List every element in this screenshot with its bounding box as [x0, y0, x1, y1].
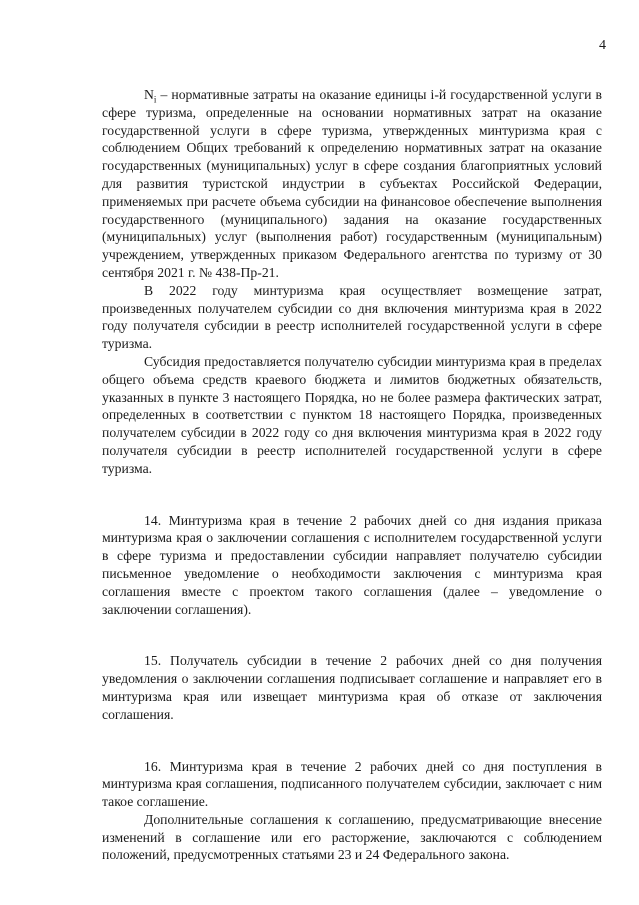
paragraph-ni-definition — [102, 86, 602, 282]
variable-n: N — [144, 87, 154, 102]
paragraph-text: – нормативные затраты на оказание единицы i-й государственной услуги в сфере туризма, определенные на основании нормативных затрат на оказание государственной услуги в сфере туризма, утвержденных минтуризма края с соблюдением Общих требований к определению нормативных затрат на оказание государственных (муниципальных) услуг в сфере создания благоприятных условий для развития туристской индустрии в субъектах Российской Федерации, применяемых при расчете объема субсидии на финансовое обеспечение выполнения государственного (муниципального) задания на оказание государственных (муниципальных) услуг (выполнения работ) государственным (муниципальным) учреждением, утвержденных приказом Федерального агентства по туризму от 30 сентября 2021 г. № 438-Пр-21. — [102, 87, 602, 280]
page-number: 4 — [599, 38, 606, 53]
paragraph-16: 16. Минтуризма края в течение 2 рабочих дней со дня поступления в минтуризма края соглашения, подписанного получателем субсидии, заключает с ним такое соглашение. — [102, 758, 602, 810]
paragraph-subsidy-limits: Субсидия предоставляется получателю субсидии минтуризма края в пределах общего объема средств краевого бюджета и лимитов бюджетных обязательств, указанных в пункте 3 настоящего Порядка, но не более размера фактических затрат, определенных в соответствии с пунктом 18 настоящего Порядка, произведенных получателем субсидии в 2022 году со дня включения минтуризма края в 2022 году получателя субсидии в реестр исполнителей государственной услуги в сфере туризма. — [102, 353, 602, 476]
paragraph-15: 15. Получатель субсидии в течение 2 рабочих дней со дня получения уведомления о заключении соглашения подписывает соглашение и направляет его в минтуризма края или извещает минтуризма края об отказе от заключения соглашения. — [102, 653, 602, 722]
paragraph-additional-agreements: Дополнительные соглашения к соглашению, предусматривающие внесение изменений в соглашение или его расторжение, заключаются с соблюдением положений, предусмотренных статьями 23 и 24 Федерального закона. — [102, 811, 602, 863]
paragraph-14: 14. Минтуризма края в течение 2 рабочих дней со дня издания приказа минтуризма края о заключении соглашения с исполнителем государственной услуги в сфере туризма и предоставлении субсидии направляет получателю субсидии письменное уведомление о необходимости заключения с минтуризма края соглашения вместе с проектом такого соглашения (далее – уведомление о заключении соглашения). — [102, 512, 602, 617]
paragraph-reimbursement-2022: В 2022 году минтуризма края осуществляет возмещение затрат, произведенных получателем субсидии со дня включения минтуризма края в 2022 году получателя субсидии в реестр исполнителей государственной услуги в сфере туризма. — [102, 282, 602, 352]
document-body — [102, 86, 602, 864]
variable-subscript: i — [153, 94, 157, 105]
